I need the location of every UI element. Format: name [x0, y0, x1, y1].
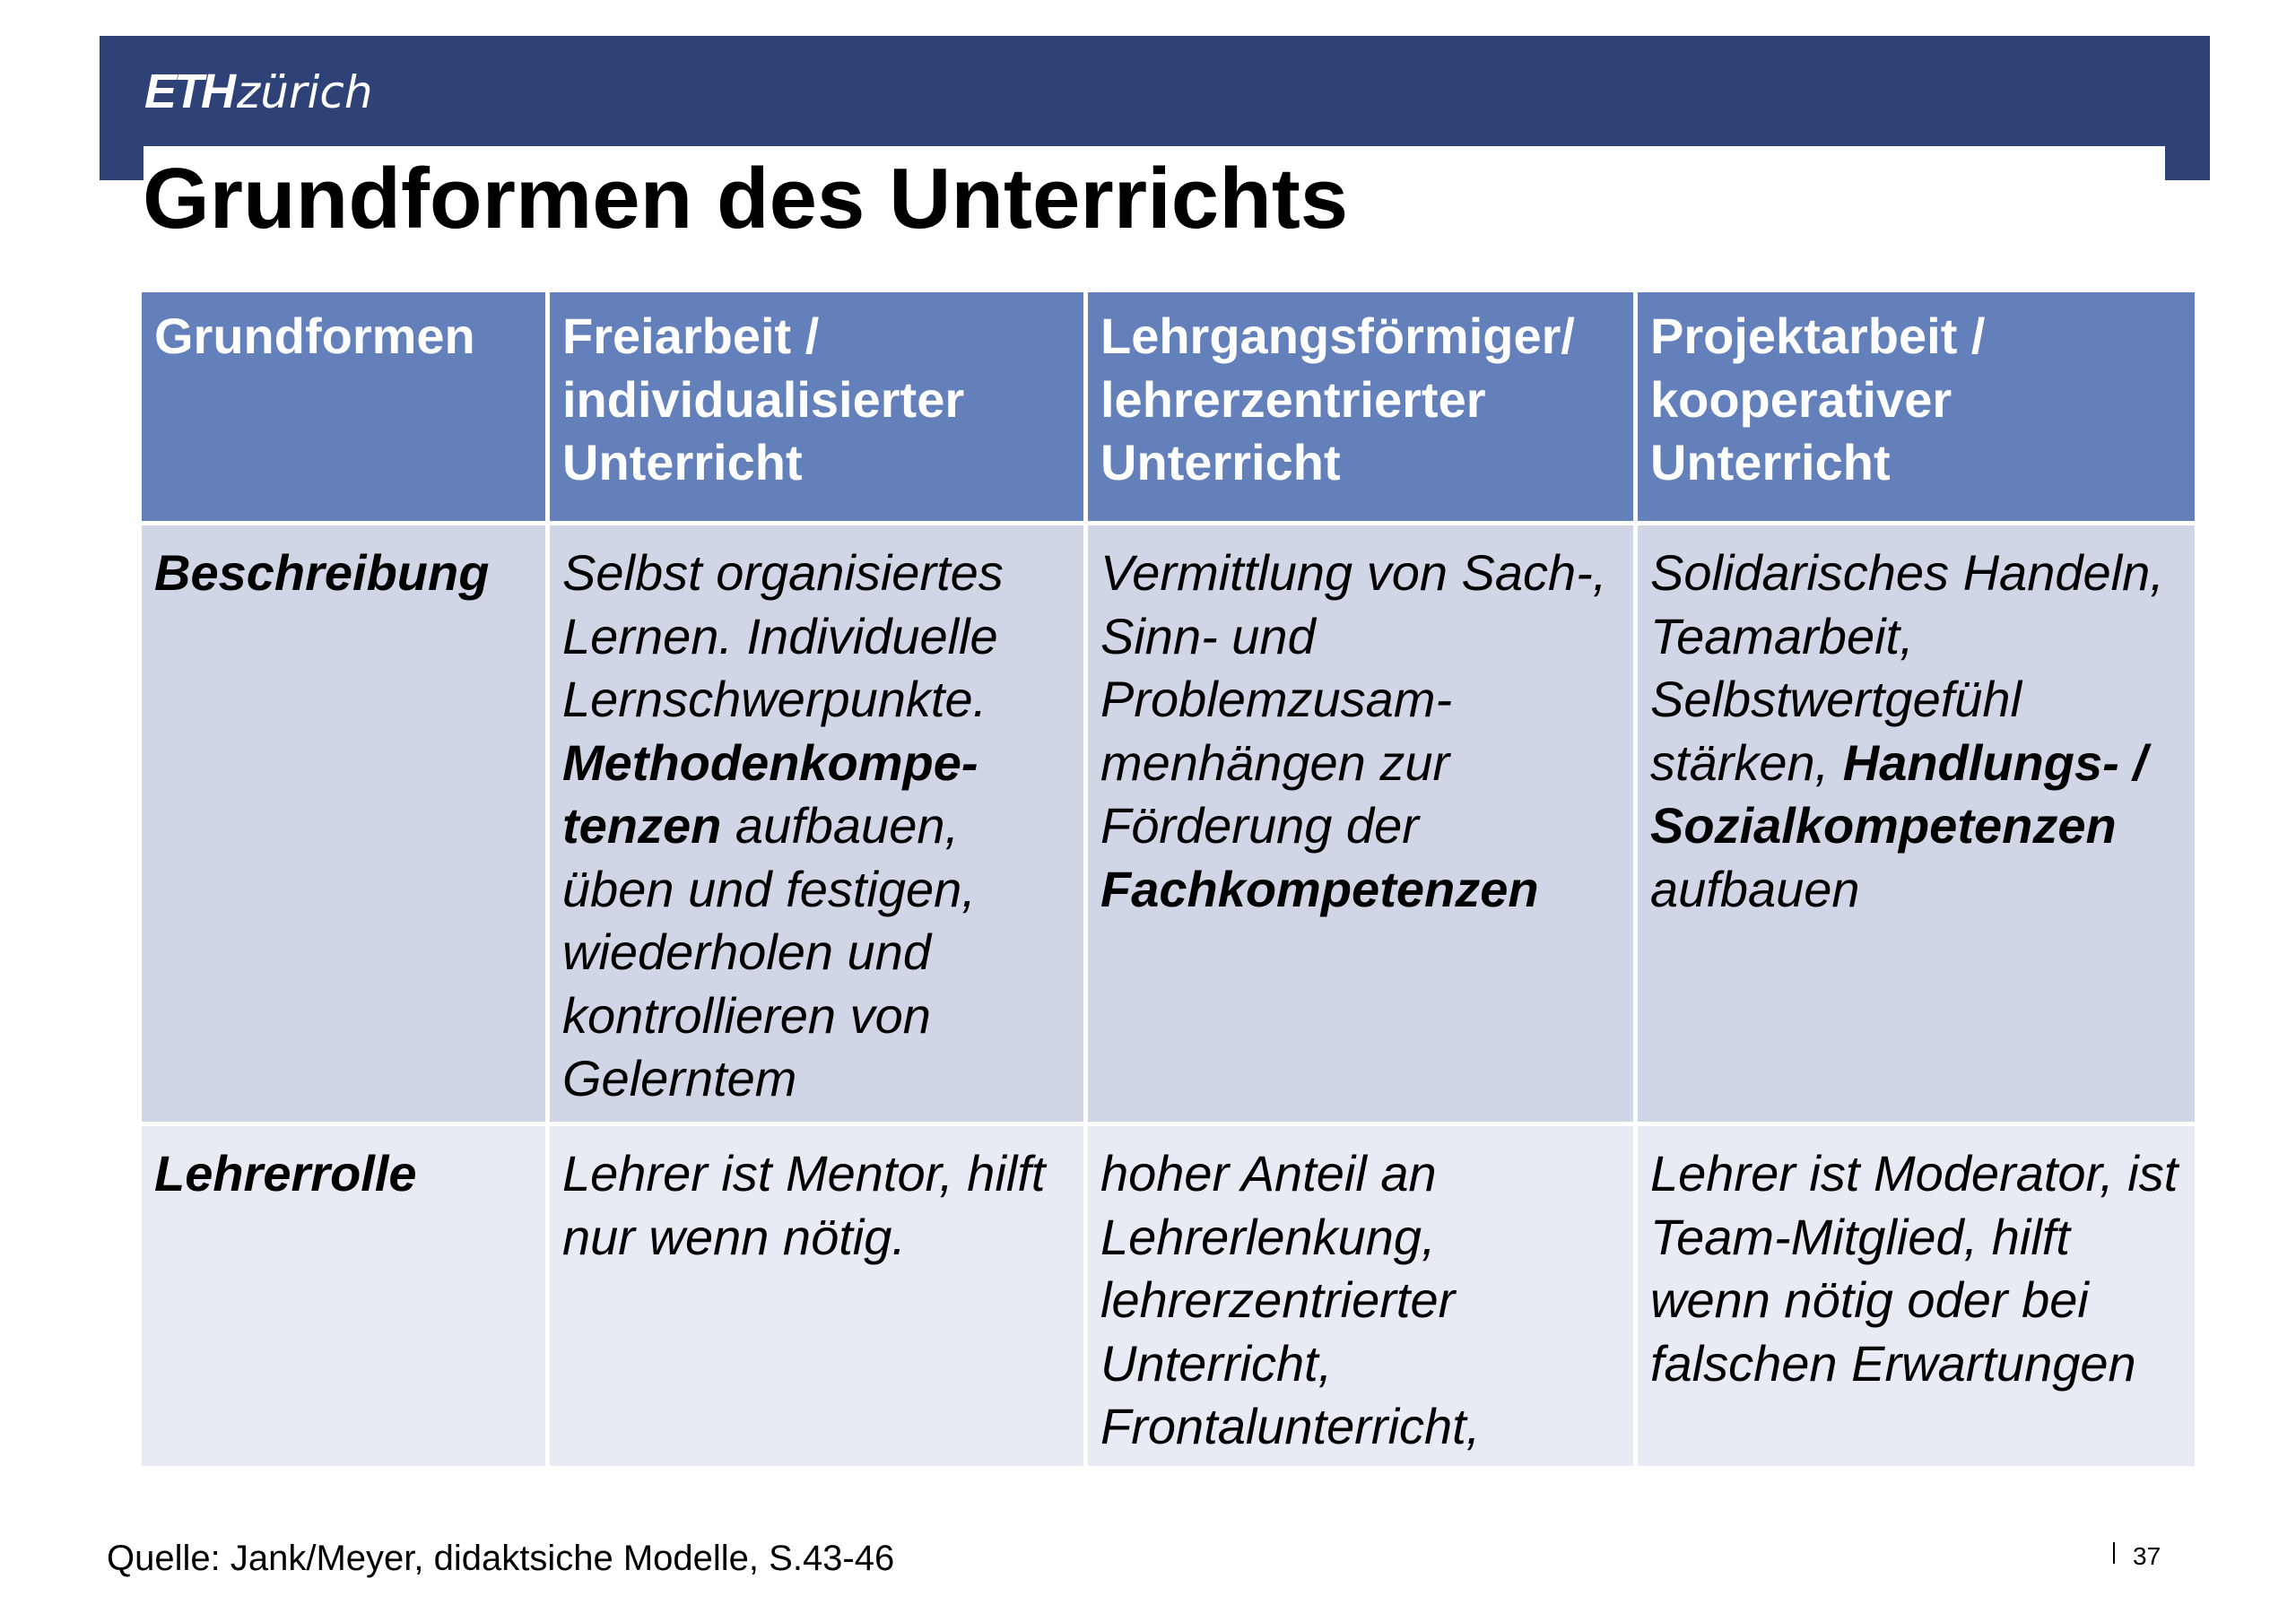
page-title: Grundformen des Unterrichts: [143, 151, 1349, 247]
cell-highlight: Fachkompetenzen: [1100, 860, 1539, 917]
cell-lehrerrolle-freiarbeit: Lehrer ist Mentor, hilft nur wenn nötig.: [550, 1126, 1083, 1466]
source-citation: Quelle: Jank/Meyer, didaktsiche Modelle, S.43-46: [107, 1539, 895, 1578]
cell-beschreibung-projekt: [1638, 525, 2195, 1122]
cell-beschreibung-lehrgang: [1088, 525, 1633, 1122]
header-cell-freiarbeit: Freiarbeit / individualisierter Unterricht: [550, 292, 1083, 521]
header-cell-grundformen: Grundformen: [142, 292, 545, 521]
logo-eth-text: ETH: [144, 65, 233, 118]
table-row-beschreibung: [142, 525, 2195, 1122]
header-cell-projektarbeit: Projektarbeit / kooperativer Unterricht: [1638, 292, 2195, 521]
cell-highlight: Methodenkompe-tenzen: [562, 733, 978, 854]
row-label-lehrerrolle: Lehrerrolle: [142, 1126, 545, 1466]
grundformen-table: [137, 288, 2199, 1470]
page-number-divider: [2113, 1542, 2115, 1564]
header-cell-lehrgang: Lehrgangsförmiger/ lehrerzentrierter Unterricht: [1088, 292, 1633, 521]
cell-text: aufbauen, üben und festigen, wiederholen und kontrollieren von Gelerntem: [562, 797, 976, 1106]
row-label-beschreibung: Beschreibung: [142, 525, 545, 1122]
cell-text: Vermittlung von Sach-, Sinn- und Problemzusam-menhängen zur Förderung der: [1100, 544, 1607, 854]
cell-text: aufbauen: [1650, 860, 1860, 917]
table-row-lehrerrolle: [142, 1126, 2195, 1466]
cell-beschreibung-freiarbeit: [550, 525, 1083, 1122]
eth-logo: [144, 65, 373, 118]
table-header-row: [142, 292, 2195, 521]
page-number: 37: [2133, 1542, 2161, 1570]
cell-text: Solidarisches Handeln, Teamarbeit, Selbstwertgefühl stärken,: [1650, 544, 2164, 791]
cell-lehrerrolle-lehrgang: hoher Anteil an Lehrerlenkung, lehrerzentrierter Unterricht, Frontalunterricht,: [1088, 1126, 1633, 1466]
cell-text: Selbst organisiertes Lernen. Individuelle Lernschwerpunkte.: [562, 544, 1004, 727]
logo-zurich-text: zürich: [237, 66, 373, 118]
cell-lehrerrolle-projekt: Lehrer ist Moderator, ist Team-Mitglied, hilft wenn nötig oder bei falschen Erwartungen: [1638, 1126, 2195, 1466]
cell-highlight: Handlungs- / Sozialkompetenzen: [1650, 733, 2147, 854]
